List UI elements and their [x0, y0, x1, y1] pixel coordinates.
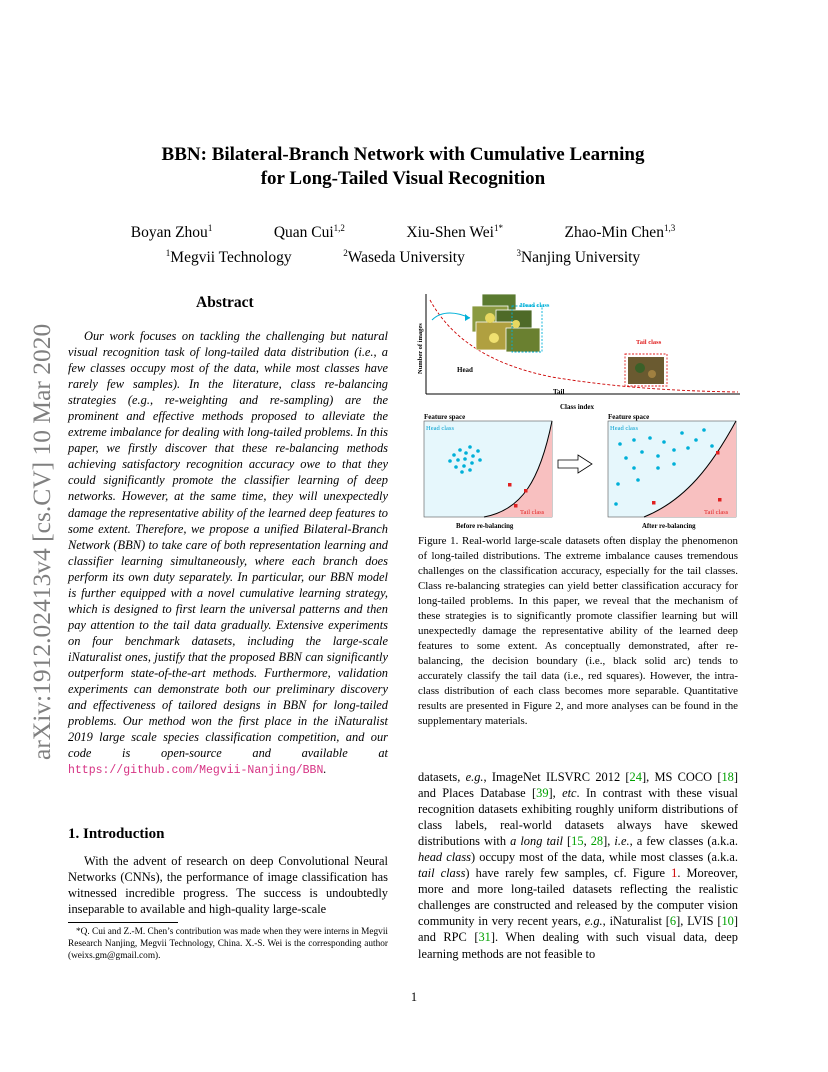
abstract-heading: Abstract: [196, 294, 254, 311]
code-link[interactable]: https://github.com/Megvii-Nanjing/BBN: [68, 764, 324, 778]
rebalance-arrow: [558, 455, 592, 473]
author-list: [100, 218, 706, 243]
affiliation: $^2$Waseda University: [343, 248, 465, 267]
figure-1: [412, 290, 742, 530]
footnote-divider: [68, 922, 178, 923]
panel-head-label-right: Head class: [610, 425, 638, 432]
feature-panel-before: [424, 421, 552, 517]
arxiv-stamp: [10, 282, 60, 762]
panel-head-label-left: Head class: [426, 425, 454, 432]
y-axis-label: Number of images: [417, 323, 424, 374]
feature-space-right-label: Feature space: [608, 413, 650, 421]
intro-heading: 1. Introduction: [68, 826, 165, 842]
citation[interactable]: 28: [590, 834, 604, 849]
before-label: Before re-balancing: [456, 523, 514, 530]
tail-label: Tail: [553, 388, 565, 396]
footnote: *Q. Cui and Z.-M. Chen’s contribution was made when they were interns in Megvii Research Nanjing, Megvii Technology, China. X.-S. Wei is the corresponding author (weixs.gm@gmail.com).: [68, 927, 388, 962]
citation[interactable]: 39: [536, 786, 549, 801]
figure-1-caption: Figure 1. Real-world large-scale datasets often display the phenomenon of long-tailed distributions. The extreme imbalance causes tremendous challenges on the classification accuracy, especially for the tail classes. Class re-balancing strategies can yield better classification accuracy for long-tailed problems. In this paper, we reveal that the mechanism of these strategies is to significantly promote classifier learning but will unexpectedly damage the representative ability of the learned deep features to some extent. As conceptually demonstrated, after re-balancing, the decision boundary (i.e., black solid arc) tends to accurately classify the tail data (i.e., red squares). However, the intra-class distribution of each class becomes more separable. Quantitative results are presented in Figure 2, and more analyses can be found in the supplementary materials.: [418, 535, 738, 727]
tail-class-title: Tail class: [636, 339, 662, 346]
abstract-body: Our work focuses on tackling the challenging but natural visual recognition task of long-tailed data distribution (i.e., a few classes occupy most of the data, while most classes have rarely few samples). In the literature, class re-balancing strategies (e.g., re-weighting and re-sampling) are the prominent and effective methods proposed to alleviate the extreme imbalance for dealing with long-tailed problems. In this paper, we firstly discover that these re-balancing methods achieving satisfactory recognition accuracy owe to that they could significantly promote the classifier learning of deep networks. However, at the same time, they will unexpectedly damage the representative ability of the learned deep features to some extent. Therefore, we propose a unified Bilateral-Branch Network (BBN) to take care of both representation learning and classifier learning simultaneously, where each branch does perform its own duty separately. In particular, our BBN model is further equipped with a novel cumulative learning strategy, which is designed to first learn the universal patterns and then pay attention to the tail data gradually. Extensive experiments on four benchmark datasets, including the large-scale iNaturalist ones, justify that the proposed BBN can significantly outperform state-of-the-art methods. Furthermore, validation experiments can demonstrate both our preliminary discovery and effectiveness of tailored designs in BBN for long-tailed problems. Our method won the first place in the iNaturalist 2019 large scale species classification competition, and our code is open-source and available at https://github.com/Megvii-Nanjing/BBN.: [68, 329, 388, 778]
citation[interactable]: 31: [478, 930, 491, 945]
author: Boyan Zhou$^1$: [130, 223, 213, 242]
affiliation: $^1$Megvii Technology: [165, 248, 292, 267]
x-axis-label: Class index: [560, 403, 595, 411]
page-number: 1: [410, 990, 418, 1004]
feature-space-left-label: Feature space: [424, 413, 466, 421]
author-block: [100, 218, 706, 268]
paper-title-line2: for Long-Tailed Visual Recognition: [260, 168, 546, 189]
head-arrow: [432, 313, 470, 320]
intro-paragraph: With the advent of research on deep Convolutional Neural Networks (CNNs), the performance of image classification has witnessed incredible progress. The success is undoubtedly inseparable to available and high-quality large-scale: [68, 854, 388, 917]
author: Xiu-Shen Wei$^{1*}$: [406, 223, 503, 242]
head-label: Head: [457, 366, 473, 374]
arxiv-stamp-text: arXiv:1912.02413v4 [cs.CV] 10 Mar 2020: [27, 323, 56, 760]
citation[interactable]: 18: [721, 770, 734, 784]
affiliation: $^3$Nanjing University: [516, 248, 641, 267]
affiliation-list: [100, 243, 706, 268]
author: Zhao-Min Chen$^{1,3}$: [564, 223, 676, 242]
feature-panel-after: [608, 421, 736, 517]
paper-title-line1: BBN: Bilateral-Branch Network with Cumulative Learning: [161, 144, 645, 165]
panel-tail-label-left: Tail class: [520, 509, 545, 516]
citation[interactable]: 10: [721, 914, 734, 929]
head-class-title: Head class: [520, 302, 550, 309]
citation[interactable]: 6: [669, 914, 677, 929]
intro-continuation: datasets, e.g., ImageNet ILSVRC 2012 [24], MS COCO [18] and Places Database [39], etc. In contrast with these visual recognition datasets exhibiting roughly uniform distributions of class labels, real-world datasets always have skewed distributions with a long tail [15, 28], i.e., a few classes (a.k.a. head class) occupy most of the data, while most classes (a.k.a. tail class) have rarely few samples, cf. Figure 1. Moreover, more and more long-tailed datasets reflecting the realistic challenges are constructed and released by the computer vision community in very recent years, e.g., iNaturalist [6], LVIS [10] and RPC [31]. When dealing with such visual data, deep learning methods are not feasible to: [418, 770, 739, 961]
tail-class-image: [628, 357, 664, 384]
author: Quan Cui$^{1,2}$: [273, 223, 345, 242]
figure-reference[interactable]: 1: [671, 866, 678, 881]
panel-tail-label-right: Tail class: [704, 509, 729, 516]
citation[interactable]: 24: [629, 770, 642, 784]
citation[interactable]: 15: [571, 834, 584, 849]
after-label: After re-balancing: [642, 523, 696, 530]
